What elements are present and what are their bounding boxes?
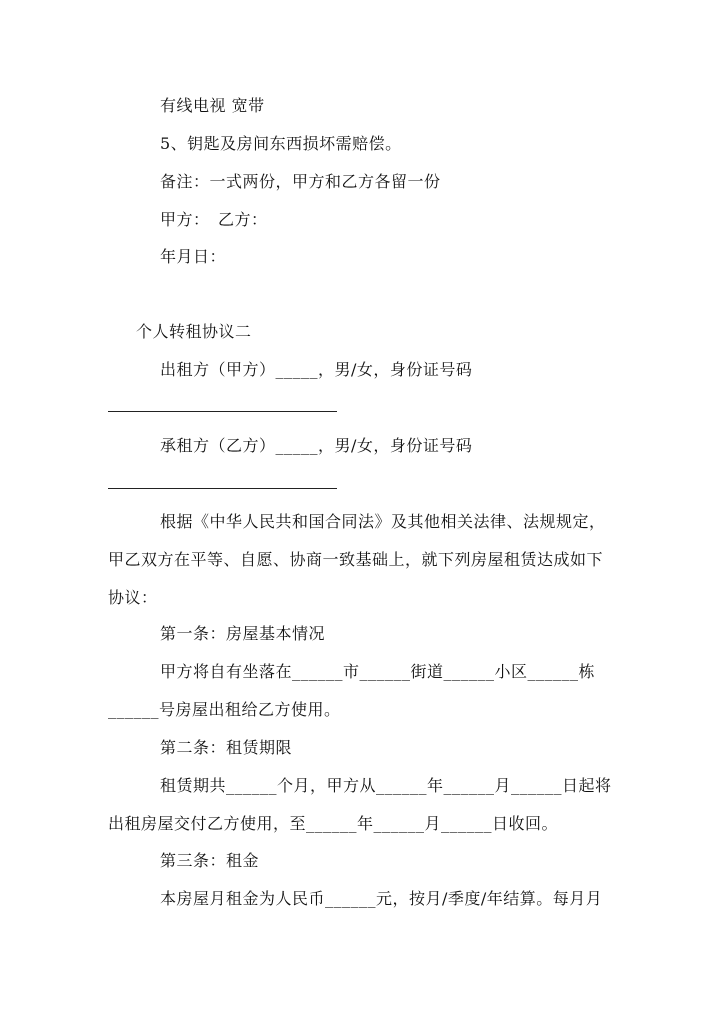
text-line: 协议：: [108, 588, 158, 607]
text-line: 年月日：: [160, 247, 227, 266]
clause-heading: 第三条：租金: [160, 851, 260, 870]
text-line: 备注：一式两份，甲方和乙方各留一份: [160, 172, 441, 191]
text-line: 甲乙双方在平等、自愿、协商一致基础上，就下列房屋租赁达成如下: [108, 550, 604, 569]
text-line: 有线电视 宽带: [160, 96, 265, 115]
text-line: 租赁期共______个月，甲方从______年______月______日起将: [160, 776, 612, 795]
text-line: ______号房屋出租给乙方使用。: [108, 700, 341, 719]
text-line: 甲方： 乙方：: [160, 210, 268, 229]
clause-heading: 第一条：房屋基本情况: [160, 624, 326, 643]
section-title: 个人转租协议二: [136, 322, 252, 341]
blank-underline: [108, 488, 337, 489]
text-line: 本房屋月租金为人民币______元，按月/季度/年结算。每月月: [160, 889, 603, 908]
text-line: 出租方（甲方）_____，男/女，身份证号码: [160, 360, 473, 379]
text-line: 承租方（乙方）_____，男/女，身份证号码: [160, 436, 473, 455]
blank-underline: [108, 411, 337, 412]
text-line: 5、钥匙及房间东西损坏需赔偿。: [160, 134, 402, 153]
text-line: 出租房屋交付乙方使用，至______年______月______日收回。: [108, 814, 559, 833]
text-line: 根据《中华人民共和国合同法》及其他相关法律、法规规定，: [160, 512, 606, 531]
clause-heading: 第二条：租赁期限: [160, 738, 293, 757]
text-line: 甲方将自有坐落在______市______街道______小区______栋: [160, 662, 596, 681]
